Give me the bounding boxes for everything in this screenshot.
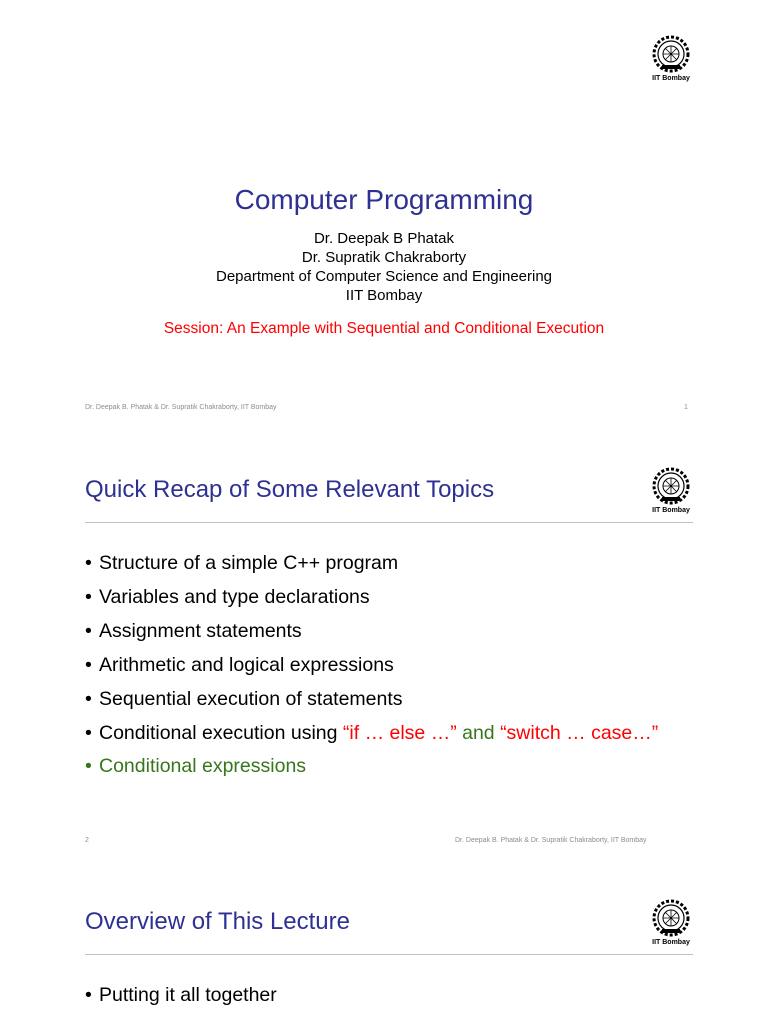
slide-1 bbox=[0, 0, 768, 432]
iit-bombay-logo bbox=[644, 466, 698, 514]
author-block bbox=[0, 229, 768, 305]
page-number: 2 bbox=[85, 837, 89, 844]
list-item bbox=[85, 687, 685, 712]
list-item bbox=[85, 619, 685, 644]
bullet-marker: • bbox=[85, 620, 92, 642]
institute-line: IIT Bombay bbox=[345, 287, 423, 304]
iit-bombay-logo bbox=[644, 898, 698, 946]
bullet-text: Structure of a simple C++ program bbox=[99, 552, 399, 574]
logo-caption: IIT Bombay bbox=[652, 75, 690, 82]
slide-title: Computer Programming bbox=[234, 184, 534, 215]
bullet-marker: • bbox=[85, 552, 92, 574]
bullet-marker: • bbox=[85, 755, 92, 777]
author-line: Dr. Supratik Chakraborty bbox=[301, 249, 467, 266]
list-item bbox=[85, 721, 685, 746]
bullet-text: Conditional execution using bbox=[99, 722, 343, 744]
bullet-text: Variables and type declarations bbox=[99, 586, 370, 608]
author-line: Dr. Deepak B Phatak bbox=[313, 230, 455, 247]
department-line: Department of Computer Science and Engineering bbox=[215, 268, 553, 285]
slide-title: Overview of This Lecture bbox=[85, 908, 350, 935]
bullet-marker: • bbox=[85, 654, 92, 676]
bullet-text: Conditional expressions bbox=[99, 755, 307, 777]
bullet-marker: • bbox=[85, 984, 92, 1006]
list-item bbox=[85, 983, 685, 1008]
iit-bombay-emblem-icon bbox=[649, 466, 693, 506]
title-divider bbox=[85, 522, 693, 523]
logo-caption: IIT Bombay bbox=[652, 507, 690, 514]
slide-2 bbox=[0, 432, 768, 864]
logo-caption: IIT Bombay bbox=[652, 939, 690, 946]
bullet-text: Putting it all together bbox=[99, 984, 277, 1006]
bullet-marker: • bbox=[85, 722, 92, 744]
bullet-marker: • bbox=[85, 586, 92, 608]
bullet-text: Arithmetic and logical expressions bbox=[99, 654, 394, 676]
bullet-text: Assignment statements bbox=[99, 620, 302, 642]
bullet-list bbox=[85, 551, 685, 788]
list-item bbox=[85, 551, 685, 576]
iit-bombay-emblem-icon bbox=[649, 898, 693, 938]
title-divider bbox=[85, 954, 693, 955]
bullet-list bbox=[85, 983, 685, 1017]
page-number: 1 bbox=[684, 404, 688, 411]
session-title: Session: An Example with Sequential and Conditional Execution bbox=[163, 320, 605, 337]
switch-case-keyword: “switch … case…” bbox=[500, 722, 659, 744]
and-connector: and bbox=[456, 722, 501, 744]
slide-3 bbox=[0, 864, 768, 1024]
list-item bbox=[85, 754, 685, 779]
slide-title: Quick Recap of Some Relevant Topics bbox=[85, 476, 495, 503]
bullet-marker: • bbox=[85, 688, 92, 710]
bullet-text: Sequential execution of statements bbox=[99, 688, 403, 710]
iit-bombay-emblem-icon bbox=[649, 34, 693, 74]
slide-footer: Dr. Deepak B. Phatak & Dr. Supratik Chakraborty, IIT Bombay bbox=[455, 837, 647, 844]
list-item bbox=[85, 585, 685, 610]
iit-bombay-logo bbox=[644, 34, 698, 82]
list-item bbox=[85, 653, 685, 678]
slide-footer: Dr. Deepak B. Phatak & Dr. Supratik Chakraborty, IIT Bombay bbox=[85, 404, 277, 411]
if-else-keyword: “if … else …” bbox=[342, 722, 457, 744]
